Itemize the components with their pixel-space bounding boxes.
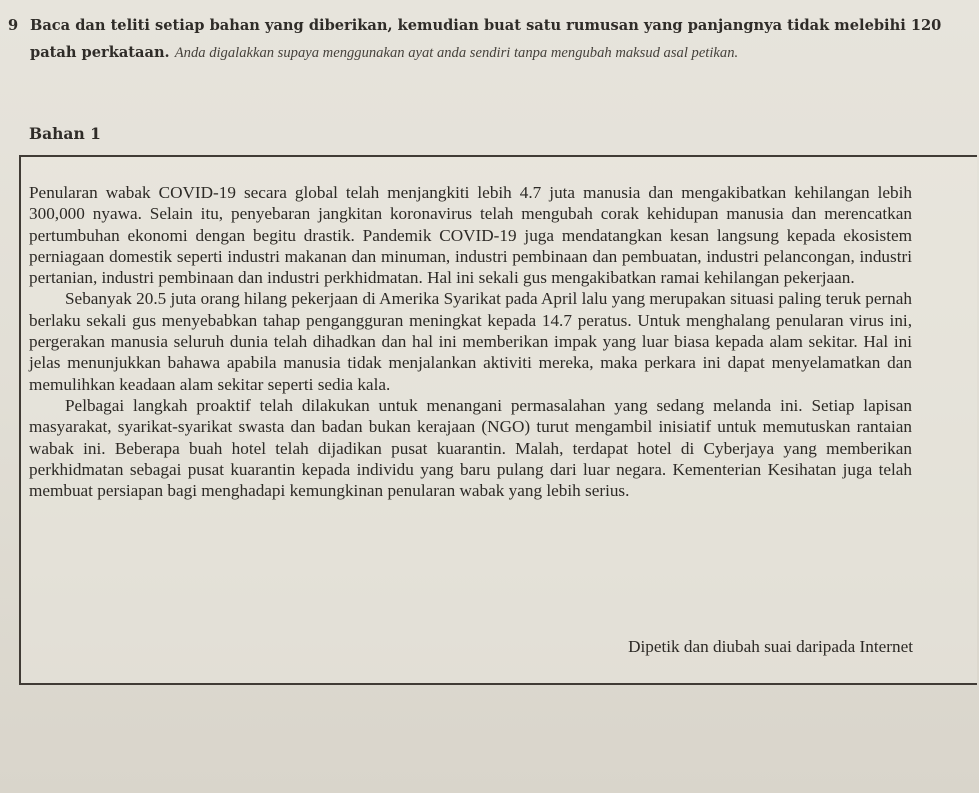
question-instruction: [8, 12, 968, 67]
question-text-italic: Anda digalakkan supaya menggunakan ayat anda sendiri tanpa mengubah maksud asal petikan.: [174, 45, 739, 61]
passage-source: Dipetik dan diubah suai daripada Internet: [628, 637, 913, 656]
question-text-bold: Baca dan teliti setiap bahan yang diberikan, kemudian buat satu rumusan yang panjangnya tidak melebihi 120 patah perkataan.: [30, 17, 942, 61]
passage-text: [29, 182, 912, 501]
question-text: [30, 12, 968, 67]
passage-paragraph-2: Sebanyak 20.5 juta orang hilang pekerjaan di Amerika Syarikat pada April lalu yang merupakan situasi paling teruk pernah berlaku sekali gus menyebabkan tahap pengangguran meningkat kepada 14.7 peratus. Untuk menghalang penularan virus ini, pergerakan manusia seluruh dunia telah dihadkan dan hal ini memberikan impak yang luar biasa kepada alam sekitar. Hal ini jelas menunjukkan bahawa apabila manusia tidak menjalankan aktiviti mereka, maka perkara ini dapat menyelamatkan dan memulihkan keadaan alam sekitar seperti sedia kala.: [29, 289, 912, 394]
passage-paragraph-3: Pelbagai langkah proaktif telah dilakukan untuk menangani permasalahan yang sedang melanda ini. Setiap lapisan masyarakat, syarikat-syarikat swasta dan badan bukan kerajaan (NGO) turut mengambil inisiatif untuk memutuskan rantaian wabak ini. Beberapa buah hotel telah dijadikan pusat kuarantin. Malah, terdapat hotel di Cyberjaya yang memberikan perkhidmatan sebagai pusat kuarantin kepada individu yang baru pulang dari luar negara. Kementerian Kesihatan juga telah membuat persiapan bagi menghadapi kemungkinan penularan wabak yang lebih serius.: [29, 395, 912, 501]
section-label: Bahan 1: [29, 124, 101, 143]
passage-paragraph-1: Penularan wabak COVID-19 secara global telah menjangkiti lebih 4.7 juta manusia dan mengakibatkan kehilangan lebih 300,000 nyawa. Selain itu, penyebaran jangkitan koronavirus telah mengubah corak kehidupan manusia dan merencatkan pertumbuhan ekonomi dengan begitu drastik. Pandemik COVID-19 juga mendatangkan kesan langsung kepada ekosistem perniagaan domestik seperti industri makanan dan minuman, industri pembinaan dan pembuatan, industri pelancongan, industri pertanian, industri pembinaan dan industri perkhidmatan. Hal ini sekali gus mengakibatkan ramai kehilangan pekerjaan.: [29, 183, 912, 288]
question-number: 9: [8, 17, 19, 34]
